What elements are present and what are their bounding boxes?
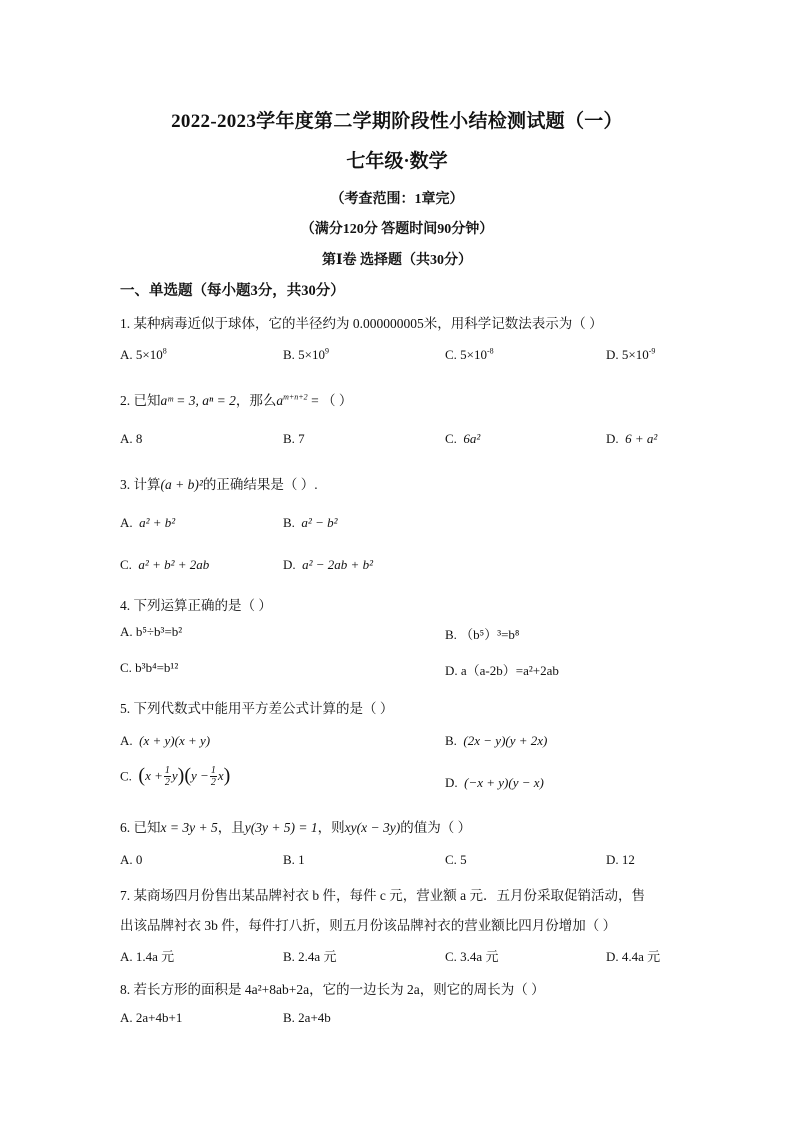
- q6-option-c: C. 5: [445, 852, 467, 867]
- q5-option-b: B. (2x − y)(y + 2x): [445, 733, 548, 748]
- q4-option-d: D. a（a-2b）=a²+2ab: [445, 663, 559, 678]
- q7-option-d: D. 4.4a 元: [606, 949, 661, 964]
- q6-option-b: B. 1: [283, 852, 305, 867]
- q6-option-d: D. 12: [606, 852, 635, 867]
- q3-option-c: C. a² + b² + 2ab: [120, 557, 210, 572]
- question-5: 5. 下列代数式中能用平方差公式计算的是（ ）: [120, 701, 394, 716]
- q8-option-a: A. 2a+4b+1: [120, 1010, 183, 1025]
- q8-option-b: B. 2a+4b: [283, 1010, 331, 1025]
- q2-option-b: B. 7: [283, 431, 305, 446]
- q2-option-a: A. 8: [120, 431, 143, 446]
- question-3: 3. 计算(a + b)²的正确结果是（ ）.: [120, 477, 318, 492]
- question-4: 4. 下列运算正确的是（ ）: [120, 598, 272, 613]
- exam-score-time: （满分120分 答题时间90分钟）: [300, 222, 494, 237]
- section-title: 一、单选题（每小题3分，共30分）: [120, 283, 345, 299]
- q5-option-a: A. (x + y)(x + y): [120, 733, 211, 748]
- q4-option-c: C. b³b⁴=b¹²: [120, 660, 179, 675]
- q4-option-a: A. b⁵÷b³=b²: [120, 624, 183, 639]
- q5-option-d: D. (−x + y)(y − x): [445, 775, 544, 790]
- exam-title: 2022-2023学年度第二学期阶段性小结检测试题（一）: [171, 111, 623, 132]
- exam-volume: 第Ⅰ卷 选择题（共30分）: [321, 253, 473, 268]
- q2-option-c: C. 6a²: [445, 431, 481, 446]
- question-7-line-2: 出该品牌衬衣 3b 件，每件打八折，则五月份该品牌衬衣的营业额比四月份增加（ ）: [120, 918, 617, 933]
- q1-option-d: D. $5\times 10^{-9}$: [606, 346, 656, 362]
- question-8: 8. 若长方形的面积是 4a²+8ab+2a，它的一边长为 2a，则它的周长为（ ）: [120, 982, 545, 997]
- q3-option-a: A. a² + b²: [120, 515, 176, 530]
- q7-option-a: A. 1.4a 元: [120, 949, 175, 964]
- q6-option-a: A. 0: [120, 852, 143, 867]
- q3-option-d: D. a² − 2ab + b²: [283, 557, 373, 572]
- q1-option-c: C. $5\times 10^{-8}$: [445, 346, 494, 362]
- q4-option-b: B. （b⁵）³=b⁸: [445, 627, 520, 642]
- q3-option-b: B. a² − b²: [283, 515, 338, 530]
- q2-option-d: D. 6 + a²: [606, 431, 658, 446]
- question-6: 6. 已知x = 3y + 5，且y(3y + 5) = 1，则xy(x − 3y)的值为（ ）: [120, 820, 472, 835]
- q1-option-a: A. $5\times 10^8$: [120, 346, 167, 362]
- question-2: 2. 已知aᵐ = 3, aⁿ = 2，那么$a^{m+n+2}$ = （ ）: [120, 392, 353, 408]
- exam-subtitle: 七年级·数学: [346, 151, 448, 172]
- question-7-line-1: 7. 某商场四月份售出某品牌衬衣 b 件，每件 c 元，营业额 a 元．五月份采取促销活动，售: [120, 888, 645, 903]
- question-1: 1. 某种病毒近似于球体，它的半径约为 0.000000005米，用科学记数法表示为（ ）: [120, 316, 603, 331]
- q7-option-c: C. 3.4a 元: [445, 949, 499, 964]
- q5-option-c: C. (x + $\frac{1}{2}$ y)(y − $\frac{1}{2}$ x): [120, 765, 231, 788]
- q7-option-b: B. 2.4a 元: [283, 949, 337, 964]
- exam-scope: （考查范围：1章完）: [330, 192, 464, 207]
- q1-option-b: B. $5\times 10^9$: [283, 346, 330, 362]
